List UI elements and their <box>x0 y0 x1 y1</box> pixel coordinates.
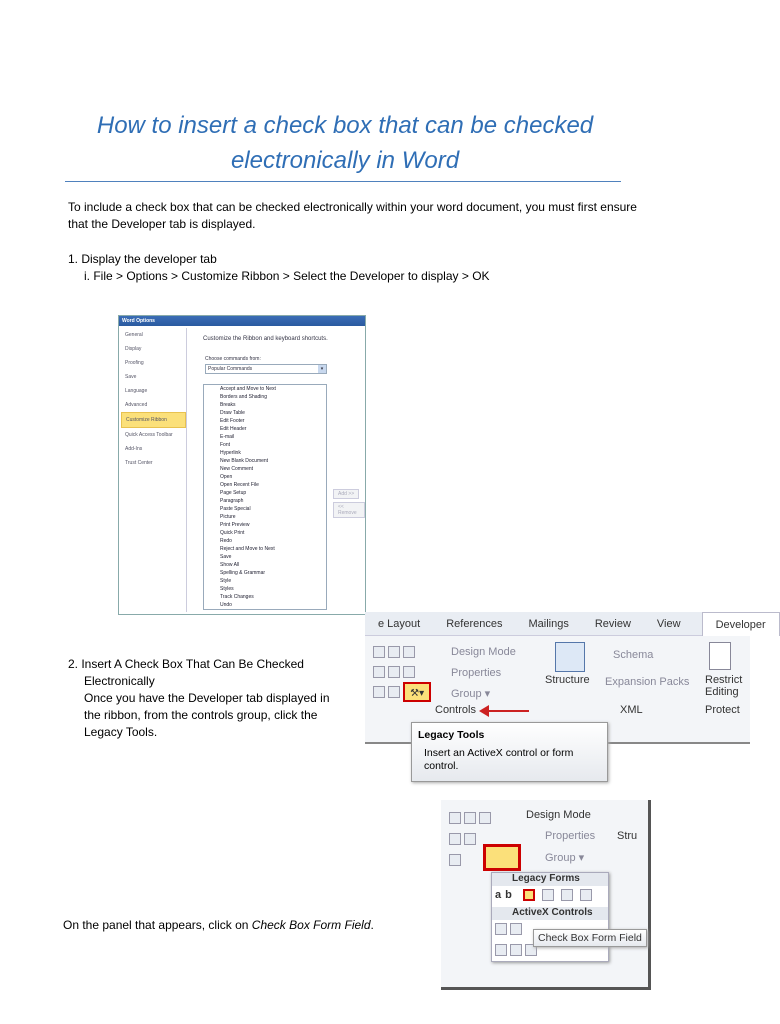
command-item[interactable]: Track Changes <box>220 594 254 600</box>
plain-text-icon <box>388 646 400 658</box>
activex-list-icon[interactable] <box>495 944 507 956</box>
design-mode-button[interactable]: Design Mode <box>526 809 591 821</box>
options-nav <box>121 328 187 612</box>
activex-checkbox-icon[interactable] <box>495 923 507 935</box>
document-title <box>60 108 630 178</box>
options-nav-item[interactable]: Quick Access Toolbar <box>125 432 173 438</box>
command-item[interactable]: Quick Print <box>220 530 245 536</box>
command-item[interactable]: Page Setup <box>220 490 247 496</box>
command-item[interactable]: Accept and Move to Next <box>220 386 276 392</box>
command-item[interactable]: Breaks <box>220 402 236 408</box>
command-item[interactable]: Open <box>220 474 233 480</box>
dropdown-value: Popular Commands <box>208 366 253 372</box>
activex-heading: ActiveX Controls <box>492 907 608 920</box>
command-item[interactable]: Borders and Shading <box>220 394 267 400</box>
step2-body-2: the ribbon, from the controls group, click the <box>84 708 318 722</box>
building-block-icon <box>373 666 385 678</box>
date-icon <box>373 686 385 698</box>
command-item[interactable]: Reject and Move to Next <box>220 546 275 552</box>
structure-button[interactable]: Structure <box>545 674 590 686</box>
options-nav-item[interactable]: Save <box>125 374 137 380</box>
command-item[interactable]: Font <box>220 442 231 448</box>
combo-form-icon[interactable] <box>542 889 554 901</box>
title-line-2: electronically in Word <box>230 147 460 174</box>
options-nav-item[interactable]: General <box>125 332 143 338</box>
restrict-icon <box>709 642 731 670</box>
command-item[interactable]: Paste Special <box>220 506 251 512</box>
commands-dropdown[interactable] <box>205 364 327 374</box>
text-icon-2 <box>464 812 476 824</box>
command-item[interactable]: Redo <box>220 538 232 544</box>
step3-text <box>63 917 374 934</box>
frame-icon[interactable] <box>561 889 573 901</box>
add-button[interactable]: Add >> <box>333 489 359 499</box>
controls-icons <box>373 642 431 702</box>
command-item[interactable]: Print Preview <box>220 522 250 528</box>
picture-icon <box>403 646 415 658</box>
expansion-packs-button[interactable]: Expansion Packs <box>605 676 690 688</box>
ribbon-tabs <box>365 612 766 636</box>
controls-group-label: Controls <box>435 704 476 716</box>
step2-body-1: Once you have the Developer tab displayed in <box>84 691 330 705</box>
command-item[interactable]: New Blank Document <box>220 458 269 464</box>
legacy-tools-button[interactable]: ⚒▾ <box>403 682 431 702</box>
window-title: Word Options <box>119 316 365 326</box>
legacy-tools-tooltip <box>411 722 608 782</box>
word-options-screenshot <box>118 315 366 615</box>
command-item[interactable]: Show All <box>220 562 240 568</box>
remove-button[interactable]: << Remove <box>333 502 365 518</box>
command-item[interactable]: Styles <box>220 586 234 592</box>
intro-line-1: To include a check box that can be checked electronically within your word document, you must first ensure <box>68 200 637 214</box>
dropdown-icon <box>403 666 415 678</box>
command-item[interactable]: E-mail <box>220 434 235 440</box>
design-mode-button[interactable]: Design Mode <box>451 646 516 658</box>
checkbox-icon <box>388 686 400 698</box>
restrict-editing-button[interactable] <box>705 674 742 698</box>
command-item[interactable]: Paragraph <box>220 498 244 504</box>
command-item[interactable]: Draw Table <box>220 410 245 416</box>
step3-suffix: . <box>370 918 374 932</box>
intro-line-2: that the Developer tab is displayed. <box>68 217 256 231</box>
tooltip-title: Legacy Tools <box>418 729 485 741</box>
check-box-tooltip: Check Box Form Field <box>533 929 647 947</box>
intro-paragraph <box>68 199 637 233</box>
properties-button[interactable]: Properties <box>451 667 502 679</box>
shading-icon[interactable] <box>580 889 592 901</box>
commands-list[interactable] <box>203 384 327 610</box>
ribbon-tab[interactable]: Developer <box>702 612 780 636</box>
step1-sub: i. File > Options > Customize Ribbon > Select the Developer to display > OK <box>84 269 490 283</box>
step3-prefix: On the panel that appears, click on <box>63 918 252 932</box>
group-button[interactable]: Group ▾ <box>451 688 491 700</box>
structure-button[interactable]: Stru <box>617 830 638 842</box>
title-rule <box>65 181 621 182</box>
legacy-tools-highlight[interactable] <box>483 844 521 871</box>
command-item[interactable]: Hyperlink <box>220 450 241 456</box>
options-nav-item[interactable]: Advanced <box>125 402 148 408</box>
legacy-forms-heading: Legacy Forms <box>492 873 608 886</box>
building-icon <box>449 833 461 845</box>
activex-button-icon[interactable] <box>510 944 522 956</box>
command-item[interactable]: New Comment <box>220 466 254 472</box>
title-line-1: How to insert a check box that can be checked <box>96 112 594 139</box>
options-nav-item[interactable]: Display <box>125 346 142 352</box>
options-nav-item[interactable]: Add-Ins <box>125 446 143 452</box>
schema-button[interactable]: Schema <box>613 649 654 661</box>
step2-heading-2: Electronically <box>84 674 155 688</box>
xml-group-label: XML <box>620 704 643 716</box>
legacy-dropdown-panel <box>491 872 609 962</box>
restrict-label: Restrict <box>705 674 743 686</box>
step2-body-3: Legacy Tools. <box>84 725 158 739</box>
rich-text-icon <box>373 646 385 658</box>
ribbon-tab[interactable]: View <box>656 617 681 630</box>
check-box-form-field-icon[interactable] <box>523 889 535 901</box>
legacy-panel-screenshot <box>441 800 651 990</box>
step1-heading: 1. Display the developer tab <box>68 252 217 266</box>
ribbon-tab[interactable]: Review <box>594 617 631 630</box>
chevron-down-icon: ▾ <box>318 365 326 373</box>
text-icon <box>449 812 461 824</box>
protect-group-label: Protect <box>705 704 740 716</box>
options-nav-item[interactable]: Customize Ribbon <box>121 412 186 428</box>
ribbon-tab[interactable]: e Layout <box>378 617 421 630</box>
command-item[interactable]: Picture <box>220 514 236 520</box>
properties-button[interactable]: Properties <box>545 830 596 842</box>
red-arrow-icon <box>487 710 529 712</box>
structure-icon <box>555 642 585 672</box>
legacy-forms-row: ab <box>492 886 608 907</box>
tooltip-body: Insert an ActiveX control or form control. <box>424 747 574 772</box>
ribbon-tab[interactable]: References <box>446 617 503 630</box>
command-item[interactable]: Undo <box>220 602 232 608</box>
group-button[interactable]: Group ▾ <box>545 852 585 864</box>
options-nav-item[interactable]: Trust Center <box>125 460 153 466</box>
ribbon-tab[interactable]: Mailings <box>528 617 569 630</box>
activex-text-icon[interactable] <box>510 923 522 935</box>
combo-icon <box>464 833 476 845</box>
step2-text <box>68 656 330 741</box>
step2-heading: 2. Insert A Check Box That Can Be Checked <box>68 657 304 671</box>
command-item[interactable]: Spelling & Grammar <box>220 570 266 576</box>
options-nav-item[interactable]: Proofing <box>125 360 144 366</box>
command-item[interactable]: Edit Header <box>220 426 247 432</box>
choose-label: Choose commands from: <box>205 356 261 362</box>
command-item[interactable]: Save <box>220 554 232 560</box>
options-nav-item[interactable]: Language <box>125 388 148 394</box>
command-item[interactable]: Open Recent File <box>220 482 259 488</box>
panel-header: Customize the Ribbon and keyboard shortcuts. <box>203 336 328 342</box>
command-item[interactable]: Style <box>220 578 232 584</box>
controls-commands <box>451 642 516 705</box>
command-item[interactable]: Edit Footer <box>220 418 245 424</box>
editing-label: Editing <box>705 686 739 698</box>
date-icon <box>449 854 461 866</box>
step3-emphasis: Check Box Form Field <box>251 918 371 932</box>
picture-icon <box>479 812 491 824</box>
arrow-head-icon <box>479 705 489 717</box>
combo-icon <box>388 666 400 678</box>
